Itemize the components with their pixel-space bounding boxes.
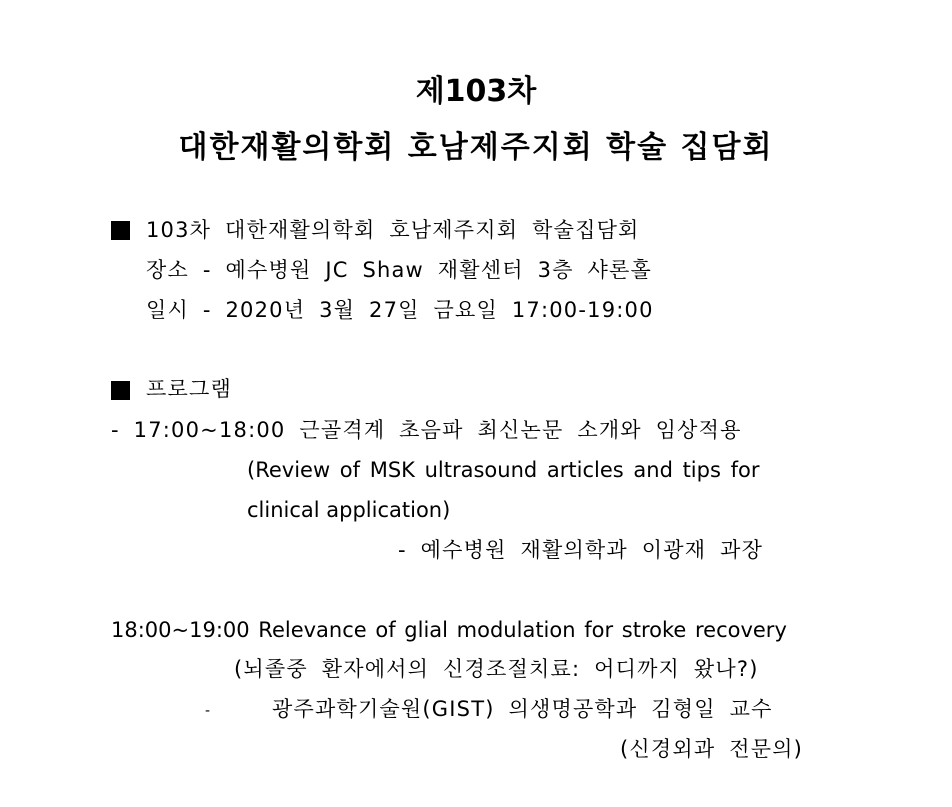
page-title-line2: 대한재활의학회 호남제주지회 학술 집담회 [178,130,774,165]
session1-speaker: - 예수병원 재활의학과 이광재 과장 [398,538,764,562]
session2-speaker: 광주과학기술원(GIST) 의생명공학과 김형일 교수 [272,697,773,721]
info-bullet-square [111,221,130,240]
session2-dash: - [205,703,211,719]
session1-subtitle-line1: (Review of MSK ultrasound articles and tips for [247,458,760,482]
page-title-line1: 제103차 [415,74,537,109]
session2-time-title: 18:00~19:00 Relevance of glial modulation for stroke recovery [111,618,787,642]
session1-time-title: - 17:00~18:00 근골격계 초음파 최신논문 소개와 임상적용 [111,418,742,442]
session1-subtitle-line2: clinical application) [247,498,451,522]
info-venue: 장소 - 예수병원 JC Shaw 재활센터 3층 샤론홀 [146,258,653,282]
info-heading: 103차 대한재활의학회 호남제주지회 학술집담회 [146,218,640,242]
program-bullet-square [111,381,130,400]
info-datetime: 일시 - 2020년 3월 27일 금요일 17:00-19:00 [146,298,654,322]
session2-speaker-note: (신경외과 전문의) [620,737,804,761]
session2-subtitle: (뇌졸중 환자에서의 신경조절치료: 어디까지 왔나?) [234,657,759,681]
program-heading: 프로그램 [146,377,232,401]
